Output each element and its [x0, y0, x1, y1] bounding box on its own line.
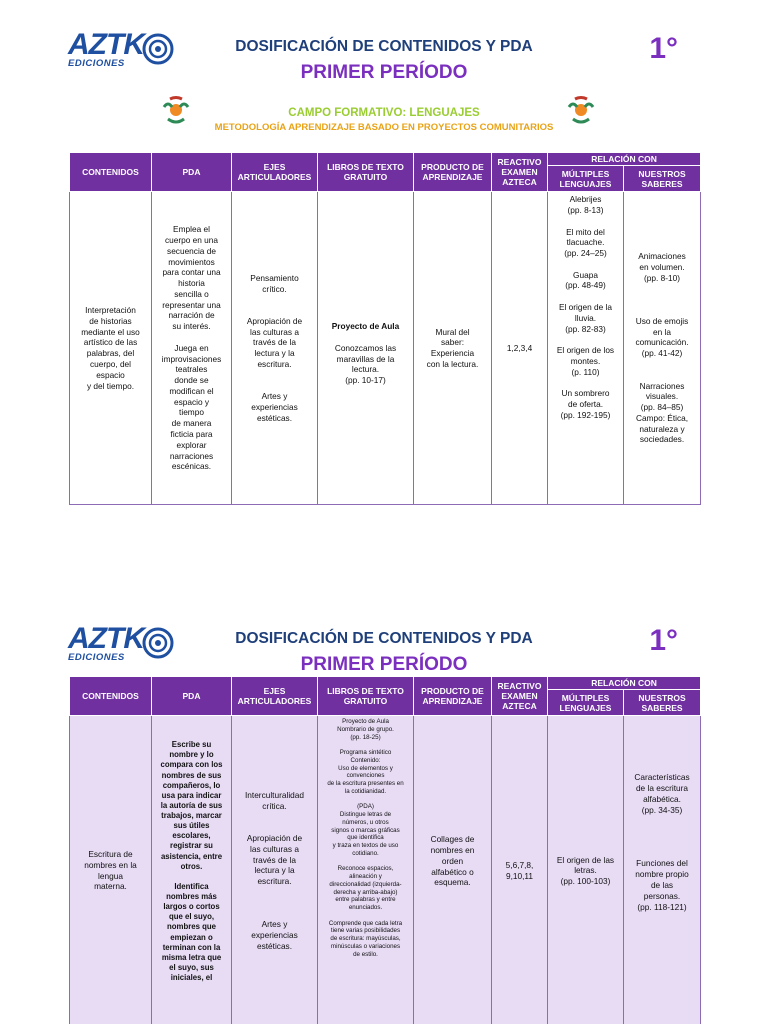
campo-methodology: METODOLOGÍA APRENDIZAJE BASADO EN PROYECTOS COMUNITARIOS	[214, 122, 554, 133]
header-reactivo: REACTIVO EXAMEN AZTECA	[492, 153, 548, 192]
grade-label: 1°	[649, 32, 678, 65]
header-pda: PDA	[152, 677, 232, 716]
header-producto: PRODUCTO DE APRENDIZAJE	[414, 153, 492, 192]
cell-reactivo: 5,6,7,8, 9,10,11	[492, 716, 548, 1024]
header-contenidos: CONTENIDOS	[70, 153, 152, 192]
header-ejes: EJES ARTICULADORES	[232, 677, 318, 716]
cell-multiples: Alebrijes (pp. 8-13) El mito del tlacuache. (pp. 24–25) Guapa (pp. 48-49) El origen de la lluvia. (pp. 82-83) El origen de los montes. (p. 110) Un sombrero de oferta. (pp. 192-195)	[548, 192, 624, 505]
logo-main-text: AZTK	[68, 622, 144, 655]
logo-sub-text: EDICIONES	[68, 58, 125, 69]
header-reactivo: REACTIVO EXAMEN AZTECA	[492, 677, 548, 716]
header-nuestros: NUESTROS SABERES	[624, 166, 701, 192]
header-ejes: EJES ARTICULADORES	[232, 153, 318, 192]
cell-producto: Collages de nombres en orden alfabético o esquema.	[414, 716, 492, 1024]
header-multiples: MÚLTIPLES LENGUAJES	[548, 690, 624, 716]
header-libros: LIBROS DE TEXTO GRATUITO	[318, 677, 414, 716]
table-row	[70, 716, 701, 1024]
logo-main-text: AZTK	[68, 28, 144, 61]
campo-formativo	[0, 107, 768, 133]
header-libros: LIBROS DE TEXTO GRATUITO	[318, 153, 414, 192]
cell-pda: Emplea el cuerpo en una secuencia de movimientos para contar una historia sencilla o representar una narración de su interés. Juega en improvisaciones teatrales donde se modifican el espacio y tiempo de manera ficticia para explorar narraciones escénicas.	[152, 192, 232, 505]
cell-reactivo: 1,2,3,4	[492, 192, 548, 505]
campo-title: CAMPO FORMATIVO: LENGUAJES	[288, 107, 480, 119]
cell-multiples: El origen de las letras. (pp. 100-103)	[548, 716, 624, 1024]
cell-nuestros: Características de la escritura alfabética. (pp. 34-35) Funciones del nombre propio de las personas. (pp. 118-121)	[624, 716, 701, 1024]
page-title: DOSIFICACIÓN DE CONTENIDOS Y PDA	[235, 38, 533, 55]
dosificacion-table-1	[69, 152, 701, 505]
page-title: DOSIFICACIÓN DE CONTENIDOS Y PDA	[235, 630, 533, 647]
cell-libros	[318, 192, 414, 505]
cell-producto: Mural del saber: Experiencia con la lectura.	[414, 192, 492, 505]
cell-nuestros: Animaciones en volumen. (pp. 8-10) Uso de emojis en la comunicación. (pp. 41-42) Narraciones visuales. (pp. 84–85) Campo: Ética, naturaleza y sociedades.	[624, 192, 701, 505]
header-pda: PDA	[152, 153, 232, 192]
header-nuestros: NUESTROS SABERES	[624, 690, 701, 716]
logo-sub-text: EDICIONES	[68, 652, 125, 663]
libros-detail: Conozcamos las maravillas de la lectura. (pp. 10-17)	[334, 342, 397, 386]
header-relacion: RELACIÓN CON	[548, 677, 701, 690]
period-title: PRIMER PERÍODO	[300, 654, 468, 675]
grade-label: 1°	[649, 624, 678, 657]
cell-ejes: Pensamiento crítico. Apropiación de las culturas a través de la lectura y la escritura. Artes y experiencias estéticas.	[232, 192, 318, 505]
cell-libros: Proyecto de Aula Nombrario de grupo. (pp. 18-25) Programa sintético Contenido: Uso de elementos y convenciones de la escritura presentes en la cotidianidad. (PDA) Distingue letras de números, u otros signos o marcas gráficas que identifica y traza en textos de uso cotidiano. Reconoce espacios, alineación y direccionalidad (izquierda- derecha y arriba-abajo) entre palabras y entre enunciados. Comprende que cada letra tiene varias posibilidades de escritura: mayúsculas, minúsculas o variaciones de estilo.	[318, 716, 414, 1024]
header-producto: PRODUCTO DE APRENDIZAJE	[414, 677, 492, 716]
cell-ejes: Interculturalidad crítica. Apropiación de las culturas a través de la lectura y la escritura. Artes y experiencias estéticas.	[232, 716, 318, 1024]
cell-pda: Escribe su nombre y lo compara con los nombres de sus compañeros, lo usa para indicar la autoría de sus trabajos, marcar sus útiles escolares, registrar su asistencia, entre otros. Identifica nombres más largos o cortos que el suyo, nombres que empiezan o terminan con la misma letra que el suyo, sus iniciales, el	[152, 716, 232, 1024]
header-multiples: MÚLTIPLES LENGUAJES	[548, 166, 624, 192]
period-title: PRIMER PERÍODO	[300, 62, 468, 83]
libros-project-title: Proyecto de Aula	[331, 321, 400, 332]
cell-contenido: Interpretación de historias mediante el uso artístico de las palabras, del cuerpo, del espacio y del tiempo.	[70, 192, 152, 505]
table-row	[70, 192, 701, 505]
header-contenidos: CONTENIDOS	[70, 677, 152, 716]
dosificacion-table-2	[69, 676, 701, 1024]
cell-contenido: Escritura de nombres en la lengua materna.	[70, 716, 152, 1024]
header-relacion: RELACIÓN CON	[548, 153, 701, 166]
